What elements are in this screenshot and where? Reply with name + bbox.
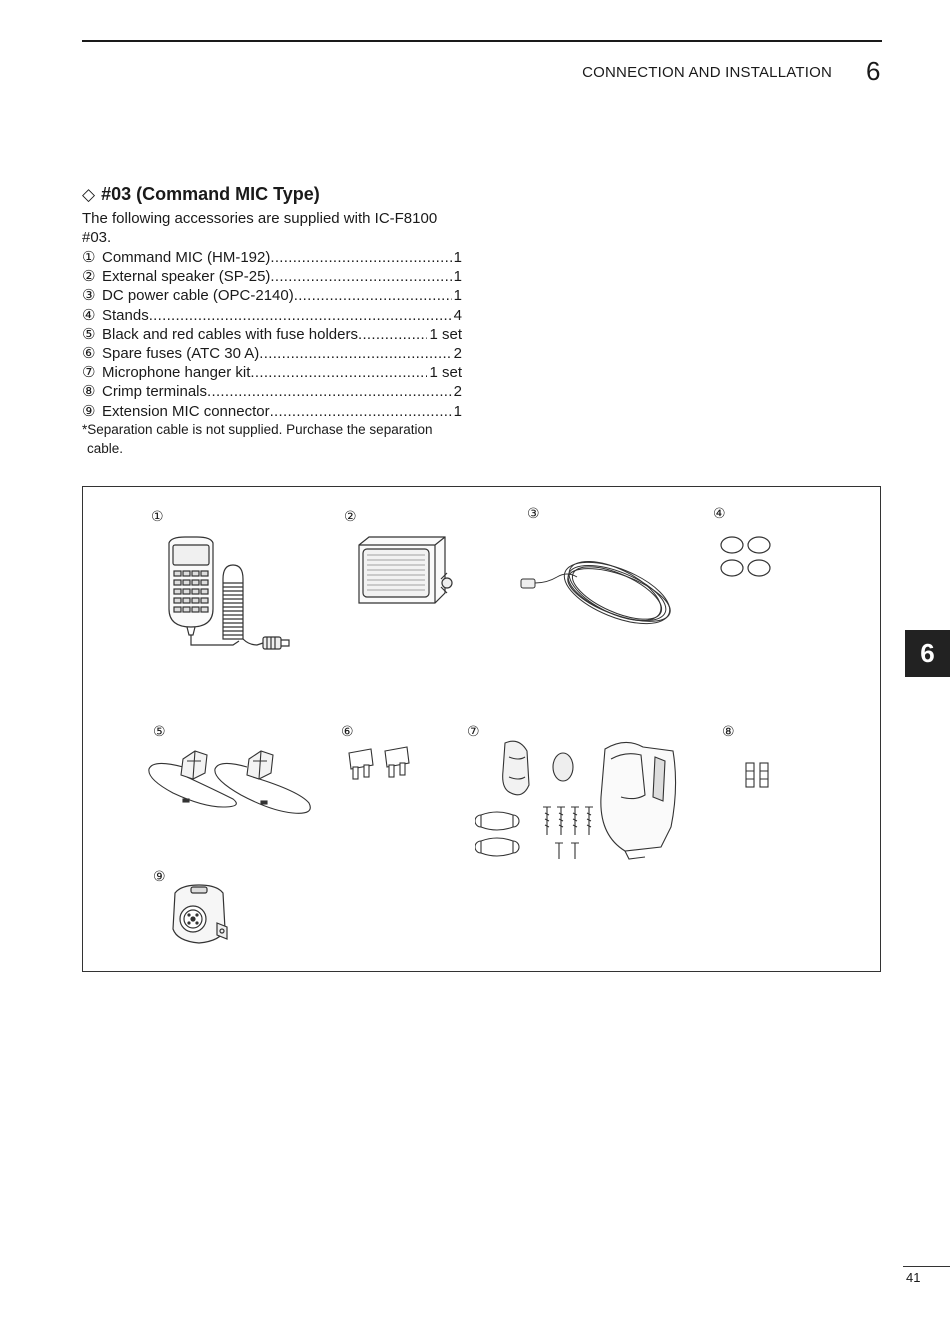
- item-number: ⑨: [82, 402, 96, 420]
- leader-dots: [149, 306, 452, 325]
- item-quantity: 1 set: [429, 364, 462, 382]
- item-number: ⑦: [82, 364, 96, 382]
- item-quantity: 1: [453, 249, 462, 266]
- header-rule: [82, 40, 882, 42]
- footer-rule: [903, 1266, 950, 1267]
- figure-label-5: ⑤: [153, 723, 166, 739]
- figure-label-8: ⑧: [722, 723, 735, 739]
- leader-dots: [207, 382, 452, 401]
- item-quantity: 4: [453, 306, 462, 324]
- item-quantity: 2: [453, 383, 462, 401]
- accessories-figure: [82, 486, 881, 972]
- list-item: [82, 306, 462, 325]
- item-label: Stands: [102, 306, 149, 324]
- leader-dots: [270, 402, 452, 421]
- leader-dots: [270, 248, 451, 267]
- diamond-icon: ◇: [82, 185, 96, 204]
- dc-power-cable-icon: [517, 543, 681, 633]
- item-number: ⑧: [82, 383, 96, 401]
- page-number: 41: [906, 1270, 921, 1285]
- list-item: [82, 402, 462, 421]
- chapter-number: 6: [866, 56, 881, 86]
- leader-dots: [358, 325, 427, 344]
- figure-label-6: ⑥: [341, 723, 354, 739]
- spare-fuses-icon: [345, 745, 417, 787]
- leader-dots: [259, 344, 451, 363]
- figure-label-3: ③: [527, 505, 540, 521]
- item-label: Crimp terminals: [102, 383, 208, 401]
- item-label: Microphone hanger kit: [102, 364, 251, 382]
- chapter-title: CONNECTION AND INSTALLATION: [582, 64, 832, 81]
- figure-label-2: ②: [344, 508, 357, 524]
- item-quantity: 1: [453, 268, 462, 286]
- figure-label-4: ④: [713, 505, 726, 521]
- item-label: Black and red cables with fuse holders: [102, 325, 358, 343]
- section-title: #03 (Command MIC Type): [101, 184, 320, 204]
- note-line-1: *Separation cable is not supplied. Purchase the separation: [82, 422, 433, 437]
- extension-mic-connector-icon: [165, 883, 231, 949]
- item-quantity: 2: [453, 344, 462, 362]
- list-item: [82, 286, 462, 305]
- item-number: ③: [82, 287, 96, 305]
- figure-label-1: ①: [151, 508, 164, 524]
- item-number: ⑤: [82, 325, 96, 343]
- separation-cable-note: [82, 420, 462, 458]
- leader-dots: [250, 363, 427, 382]
- note-line-2: cable.: [87, 441, 124, 456]
- item-label: Extension MIC connector: [102, 402, 270, 420]
- section-heading: [82, 184, 320, 205]
- item-label: Command MIC (HM-192): [102, 249, 271, 266]
- list-item: [82, 363, 462, 382]
- item-quantity: 1: [453, 287, 462, 305]
- item-label: DC power cable (OPC-2140): [102, 287, 294, 305]
- item-number: ④: [82, 306, 96, 324]
- list-item: [82, 267, 462, 286]
- item-label: External speaker (SP-25): [102, 268, 271, 286]
- list-item: [82, 344, 462, 363]
- stands-icon: [717, 533, 777, 581]
- accessory-list: [82, 248, 462, 421]
- item-number: ②: [82, 268, 96, 286]
- fuse-holder-cables-icon: [143, 745, 319, 823]
- item-quantity: 1 set: [429, 325, 462, 343]
- item-label: Spare fuses (ATC 30 A): [102, 344, 260, 362]
- item-quantity: 1: [453, 402, 462, 420]
- item-number: ①: [82, 249, 96, 266]
- crimp-terminals-icon: [743, 759, 773, 791]
- list-item: [82, 248, 462, 267]
- intro-text: The following accessories are supplied with IC-F8100 #03.: [82, 210, 438, 246]
- list-item: [82, 325, 462, 344]
- figure-label-9: ⑨: [153, 868, 166, 884]
- list-item: [82, 382, 462, 401]
- figure-label-7: ⑦: [467, 723, 480, 739]
- external-speaker-icon: [351, 535, 455, 609]
- chapter-side-tab: 6: [905, 630, 950, 677]
- command-mic-icon: [159, 535, 299, 663]
- item-number: ⑥: [82, 344, 96, 362]
- mic-hanger-kit-icon: [475, 737, 691, 875]
- leader-dots: [270, 267, 451, 286]
- leader-dots: [294, 286, 452, 305]
